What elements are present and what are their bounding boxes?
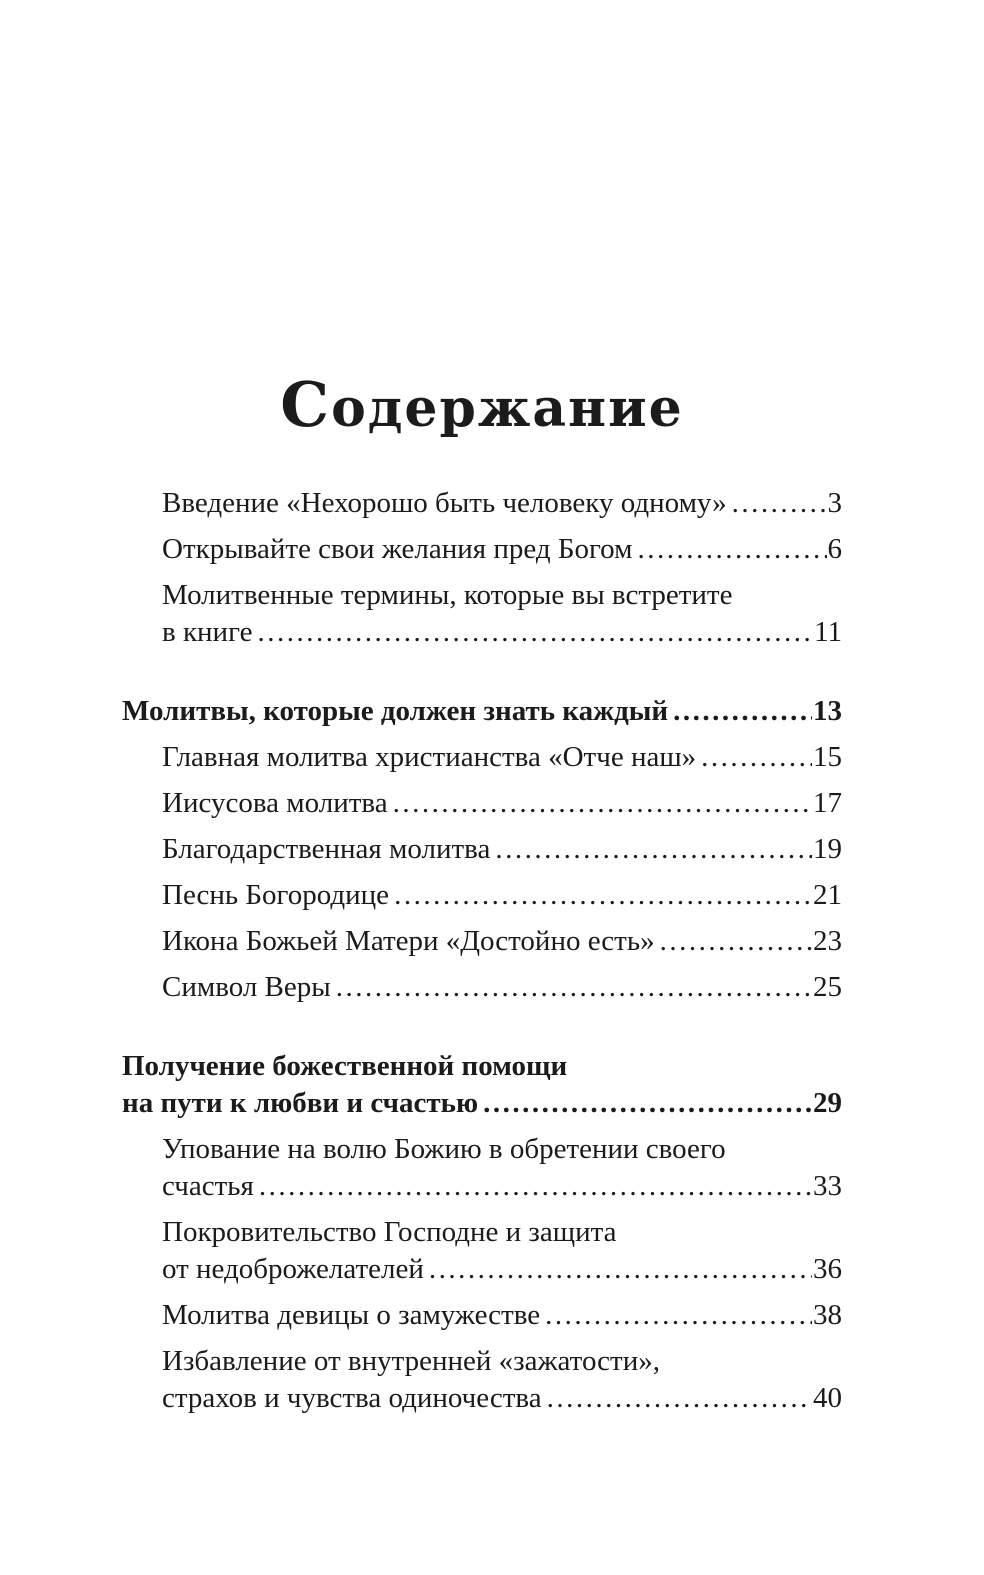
toc-entry-text: Благодарственная молитва [162, 833, 491, 866]
toc-entry [122, 1343, 842, 1417]
toc-page-number: 19 [813, 833, 842, 866]
toc-dot-leader [547, 1380, 812, 1417]
toc-dot-leader [545, 1297, 812, 1334]
toc-entry-line [162, 1297, 842, 1334]
toc-entry-line [162, 923, 842, 960]
toc-section-header [122, 1048, 842, 1122]
toc-entry-line [122, 1048, 842, 1085]
toc-entry [122, 1131, 842, 1205]
toc-dot-leader [393, 785, 812, 822]
toc-entry-text: Иисусова молитва [162, 787, 388, 820]
toc-dot-leader [637, 531, 826, 568]
toc-entry-text: Икона Божьей Матери «Достойно есть» [162, 925, 655, 958]
toc-entry-text: страхов и чувства одиночества [162, 1382, 542, 1415]
toc-entry-line [162, 1380, 842, 1417]
toc-entry [122, 831, 842, 868]
toc-entry-line [162, 1251, 842, 1288]
toc-entry-text: Песнь Богородице [162, 879, 390, 912]
toc-entry-line [162, 877, 842, 914]
toc-entry-text: Открывайте свои желания пред Богом [162, 533, 633, 566]
toc-page-number: 21 [813, 879, 842, 912]
toc-entry-text: Символ Веры [162, 971, 331, 1004]
toc-entry-line [122, 693, 842, 730]
toc-entry-line [162, 969, 842, 1006]
toc-page-number: 15 [813, 741, 842, 774]
toc-page-number: 40 [813, 1382, 842, 1415]
toc-entry-text: Молитва девицы о замужестве [162, 1299, 541, 1332]
toc-entry [122, 577, 842, 651]
toc-entry-text: Молитвы, которые должен знать каждый [122, 695, 669, 728]
toc-entry [122, 923, 842, 960]
toc-entry-text: Главная молитва христианства «Отче наш» [162, 741, 697, 774]
toc-entry-text: Введение «Нехорошо быть человеку одному» [162, 487, 727, 520]
toc [122, 485, 842, 1417]
toc-entry-line [162, 577, 842, 614]
toc-page-number: 29 [813, 1087, 842, 1120]
toc-entry-text: в книге [162, 616, 253, 649]
toc-page-number: 23 [813, 925, 842, 958]
toc-page-number: 36 [813, 1253, 842, 1286]
toc-page-number: 11 [814, 616, 842, 649]
toc-entry-text: от недоброжелателей [162, 1253, 424, 1286]
toc-entry [122, 531, 842, 568]
toc-entry-line [162, 739, 842, 776]
toc-entry-line [162, 531, 842, 568]
toc-entry-line [162, 485, 842, 522]
toc-entry [122, 1214, 842, 1288]
toc-dot-leader [394, 877, 812, 914]
toc-entry-line [162, 785, 842, 822]
toc-page-number: 3 [827, 487, 842, 520]
toc-entry-text: Упование на волю Божию в обретении своего [162, 1133, 726, 1166]
toc-entry [122, 485, 842, 522]
toc-page-number: 25 [813, 971, 842, 1004]
toc-dot-leader [429, 1251, 812, 1288]
toc-entry [122, 877, 842, 914]
toc-page-number: 33 [813, 1170, 842, 1203]
toc-dot-leader [732, 485, 827, 522]
toc-entry-text: Молитвенные термины, которые вы встретите [162, 579, 733, 612]
toc-dot-leader [257, 614, 813, 651]
toc-page-number: 6 [827, 533, 842, 566]
toc-dot-leader [701, 739, 812, 776]
toc-entry [122, 1297, 842, 1334]
toc-page-number: 13 [813, 695, 842, 728]
toc-entry [122, 785, 842, 822]
toc-dot-leader [483, 1085, 812, 1122]
toc-entry-line [162, 1168, 842, 1205]
toc-section-header [122, 693, 842, 730]
toc-page-number: 38 [813, 1299, 842, 1332]
toc-entry-text: на пути к любви и счастью [122, 1087, 479, 1120]
toc-dot-leader [336, 969, 812, 1006]
toc-dot-leader [660, 923, 812, 960]
toc-entry [122, 739, 842, 776]
page-title: Содержание [280, 369, 684, 441]
toc-entry-text: счастья [162, 1170, 254, 1203]
toc-dot-leader [259, 1168, 812, 1205]
toc-entry [122, 969, 842, 1006]
toc-entry-line [122, 1085, 842, 1122]
toc-entry-line [162, 614, 842, 651]
toc-page-number: 17 [813, 787, 842, 820]
toc-entry-line [162, 831, 842, 868]
toc-entry-text: Избавление от внутренней «зажатости», [162, 1345, 660, 1378]
toc-entry-line [162, 1131, 842, 1168]
toc-entry-text: Получение божественной помощи [122, 1050, 568, 1083]
toc-dot-leader [673, 693, 812, 730]
toc-entry-line [162, 1343, 842, 1380]
toc-entry-text: Покровительство Господне и защита [162, 1216, 617, 1249]
toc-entry-line [162, 1214, 842, 1251]
toc-dot-leader [495, 831, 812, 868]
